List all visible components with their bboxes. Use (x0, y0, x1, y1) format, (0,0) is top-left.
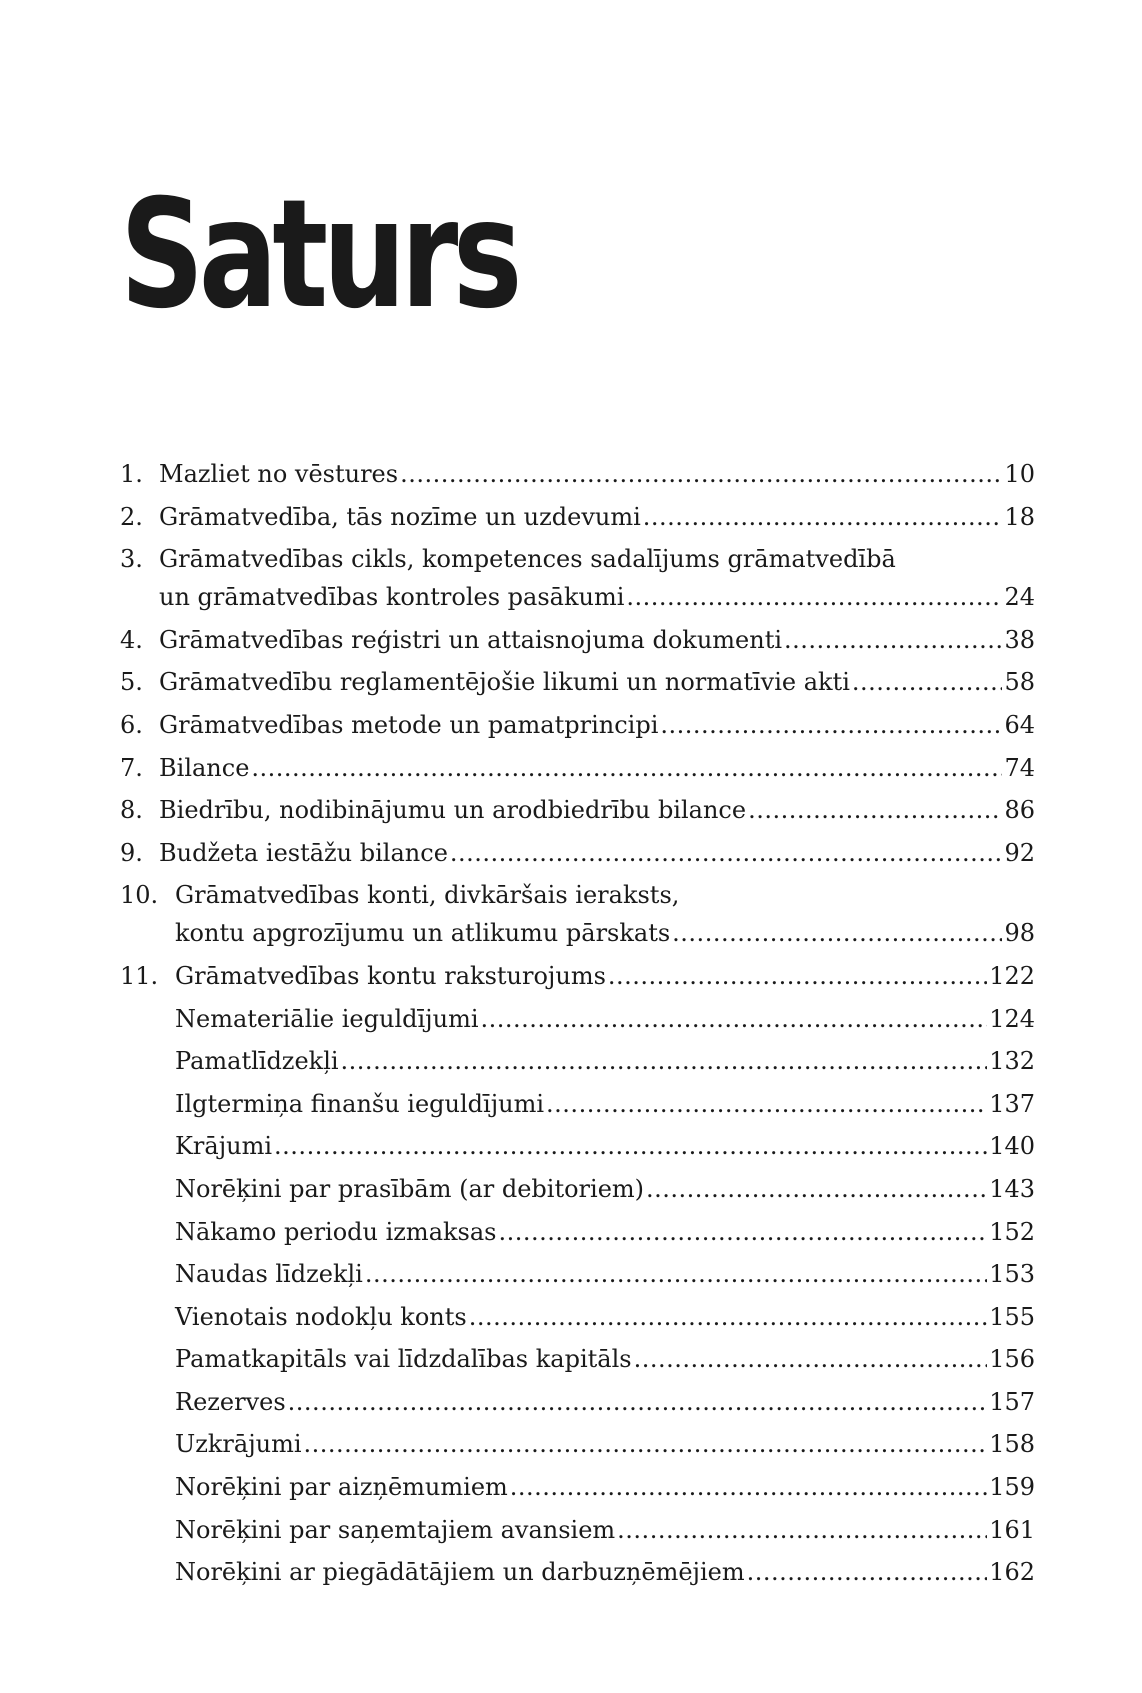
toc-entry-number: 9. (120, 838, 143, 867)
toc-entry-number: 2. (120, 502, 143, 531)
toc-entry-number: 7. (120, 753, 143, 782)
toc-entry (120, 1383, 1035, 1421)
toc-entry-page: 156 (989, 1345, 1035, 1374)
toc-entry-title: Pamatlīdzekļi (175, 1047, 339, 1076)
toc-entry-page: 140 (989, 1132, 1035, 1161)
toc-entry-page: 122 (989, 961, 1035, 990)
toc-entry (120, 1127, 1035, 1165)
toc-entry-page: 64 (1004, 710, 1035, 739)
toc-entry (120, 498, 1035, 536)
toc-entry (120, 1468, 1035, 1506)
dot-leader (748, 791, 1002, 829)
toc-entry-page: 161 (989, 1515, 1035, 1544)
toc-entry (120, 663, 1035, 701)
dot-leader (660, 706, 1002, 744)
toc-entry-title: Nākamo periodu izmaksas (175, 1217, 497, 1246)
toc-entry-title: Krājumi (175, 1132, 273, 1161)
dot-leader (634, 1340, 988, 1378)
toc-entry-title: Grāmatvedības reģistri un attaisnojuma dokumenti (159, 625, 783, 654)
toc-entry (120, 749, 1035, 787)
toc-entry (120, 1042, 1035, 1080)
toc-entry (120, 1298, 1035, 1336)
toc-entry-page: 132 (989, 1047, 1035, 1076)
toc-entry-page: 137 (989, 1089, 1035, 1118)
toc-entry-title-line: Grāmatvedības konti, divkāršais ieraksts, (175, 881, 680, 910)
toc-entry-page: 18 (1004, 502, 1035, 531)
toc-entry-number: 4. (120, 625, 143, 654)
toc-entry (120, 1425, 1035, 1463)
dot-leader (608, 957, 987, 995)
toc-entry-title: Rezerves (175, 1387, 286, 1416)
dot-leader (852, 663, 1003, 701)
dot-leader (784, 621, 1002, 659)
toc-entry (120, 1553, 1035, 1591)
toc-entry-title: Norēķini par prasībām (ar debitoriem) (175, 1174, 645, 1203)
toc-entry (120, 706, 1035, 744)
toc-entry-page: 86 (1004, 796, 1035, 825)
toc-entry-page: 92 (1004, 838, 1035, 867)
toc-entry-title: Norēķini ar piegādātājiem un darbuzņēmējiem (175, 1558, 745, 1587)
toc-entry (120, 1000, 1035, 1038)
dot-leader (510, 1468, 987, 1506)
dot-leader (546, 1085, 987, 1123)
toc-entry-page: 10 (1004, 460, 1035, 488)
dot-leader (643, 498, 1003, 536)
table-of-contents (120, 455, 1035, 1596)
toc-entry (120, 957, 1035, 995)
toc-entry (120, 791, 1035, 829)
toc-entry-title: Nemateriālie ieguldījumi (175, 1004, 479, 1033)
dot-leader (400, 455, 1002, 493)
dot-leader (626, 578, 1002, 616)
toc-entry-number: 3. (120, 545, 143, 574)
dot-leader (274, 1127, 987, 1165)
toc-entry-title: Norēķini par aizņēmumiem (175, 1473, 508, 1502)
toc-entry-number: 11. (120, 961, 159, 990)
page-title: Saturs (120, 168, 518, 342)
toc-entry-title: Vienotais nodokļu konts (175, 1302, 467, 1331)
toc-entry-title: Grāmatvedības kontu raksturojums (175, 961, 606, 990)
dot-leader (469, 1298, 987, 1336)
toc-entry-page: 162 (989, 1558, 1035, 1587)
toc-entry-page: 38 (1004, 625, 1035, 654)
toc-entry-page: 24 (1004, 583, 1035, 612)
toc-entry (120, 1255, 1035, 1293)
toc-entry-page: 152 (989, 1217, 1035, 1246)
toc-entry (120, 1170, 1035, 1208)
toc-entry-page: 98 (1004, 919, 1035, 948)
toc-entry-title: Norēķini par saņemtajiem avansiem (175, 1515, 616, 1544)
toc-entry-title: Mazliet no vēstures (159, 460, 399, 488)
toc-entry-title: Naudas līdzekļi (175, 1260, 363, 1289)
toc-entry (120, 455, 1035, 493)
dot-leader (646, 1170, 987, 1208)
toc-entry-page: 74 (1004, 753, 1035, 782)
toc-entry-number: 1. (120, 460, 143, 488)
dot-leader (481, 1000, 988, 1038)
toc-entry (120, 1213, 1035, 1251)
toc-entry-title: Grāmatvedības metode un pamatprincipi (159, 710, 659, 739)
toc-entry-page: 143 (989, 1174, 1035, 1203)
dot-leader (341, 1042, 988, 1080)
dot-leader (747, 1553, 988, 1591)
dot-leader (288, 1383, 988, 1421)
toc-entry-title: Grāmatvedību reglamentējošie likumi un normatīvie akti (159, 668, 850, 697)
toc-entry-title: Uzkrājumi (175, 1430, 302, 1459)
toc-entry (120, 834, 1035, 872)
dot-leader (498, 1213, 987, 1251)
toc-entry (120, 540, 1035, 616)
toc-entry-page: 159 (989, 1473, 1035, 1502)
dot-leader (251, 749, 1002, 787)
toc-entry-number: 8. (120, 796, 143, 825)
dot-leader (304, 1425, 988, 1463)
dot-leader (450, 834, 1003, 872)
toc-page (120, 0, 1035, 1693)
toc-entry (120, 1085, 1035, 1123)
toc-entry (120, 1340, 1035, 1378)
toc-entry (120, 876, 1035, 952)
toc-entry-page: 158 (989, 1430, 1035, 1459)
toc-entry-title: kontu apgrozījumu un atlikumu pārskats (175, 919, 671, 948)
toc-entry-title-line: Grāmatvedības cikls, kompetences sadalījums grāmatvedībā (159, 545, 896, 574)
toc-entry-page: 157 (989, 1387, 1035, 1416)
dot-leader (617, 1511, 987, 1549)
toc-entry-title: Ilgtermiņa finanšu ieguldījumi (175, 1089, 545, 1118)
toc-entry-page: 124 (989, 1004, 1035, 1033)
toc-entry-number: 10. (120, 881, 159, 910)
dot-leader (672, 914, 1002, 952)
toc-entry-number: 6. (120, 710, 143, 739)
toc-entry-title: Budžeta iestāžu bilance (159, 838, 448, 867)
toc-entry-number: 5. (120, 668, 143, 697)
toc-entry-page: 153 (989, 1260, 1035, 1289)
toc-entry-title: un grāmatvedības kontroles pasākumi (159, 583, 625, 612)
toc-entry-title: Grāmatvedība, tās nozīme un uzdevumi (159, 502, 641, 531)
toc-entry-page: 155 (989, 1302, 1035, 1331)
toc-entry-page: 58 (1004, 668, 1035, 697)
toc-entry (120, 1511, 1035, 1549)
toc-entry-title: Bilance (159, 753, 250, 782)
toc-entry (120, 621, 1035, 659)
dot-leader (365, 1255, 987, 1293)
toc-entry-title: Biedrību, nodibinājumu un arodbiedrību bilance (159, 796, 747, 825)
toc-entry-title: Pamatkapitāls vai līdzdalības kapitāls (175, 1345, 632, 1374)
